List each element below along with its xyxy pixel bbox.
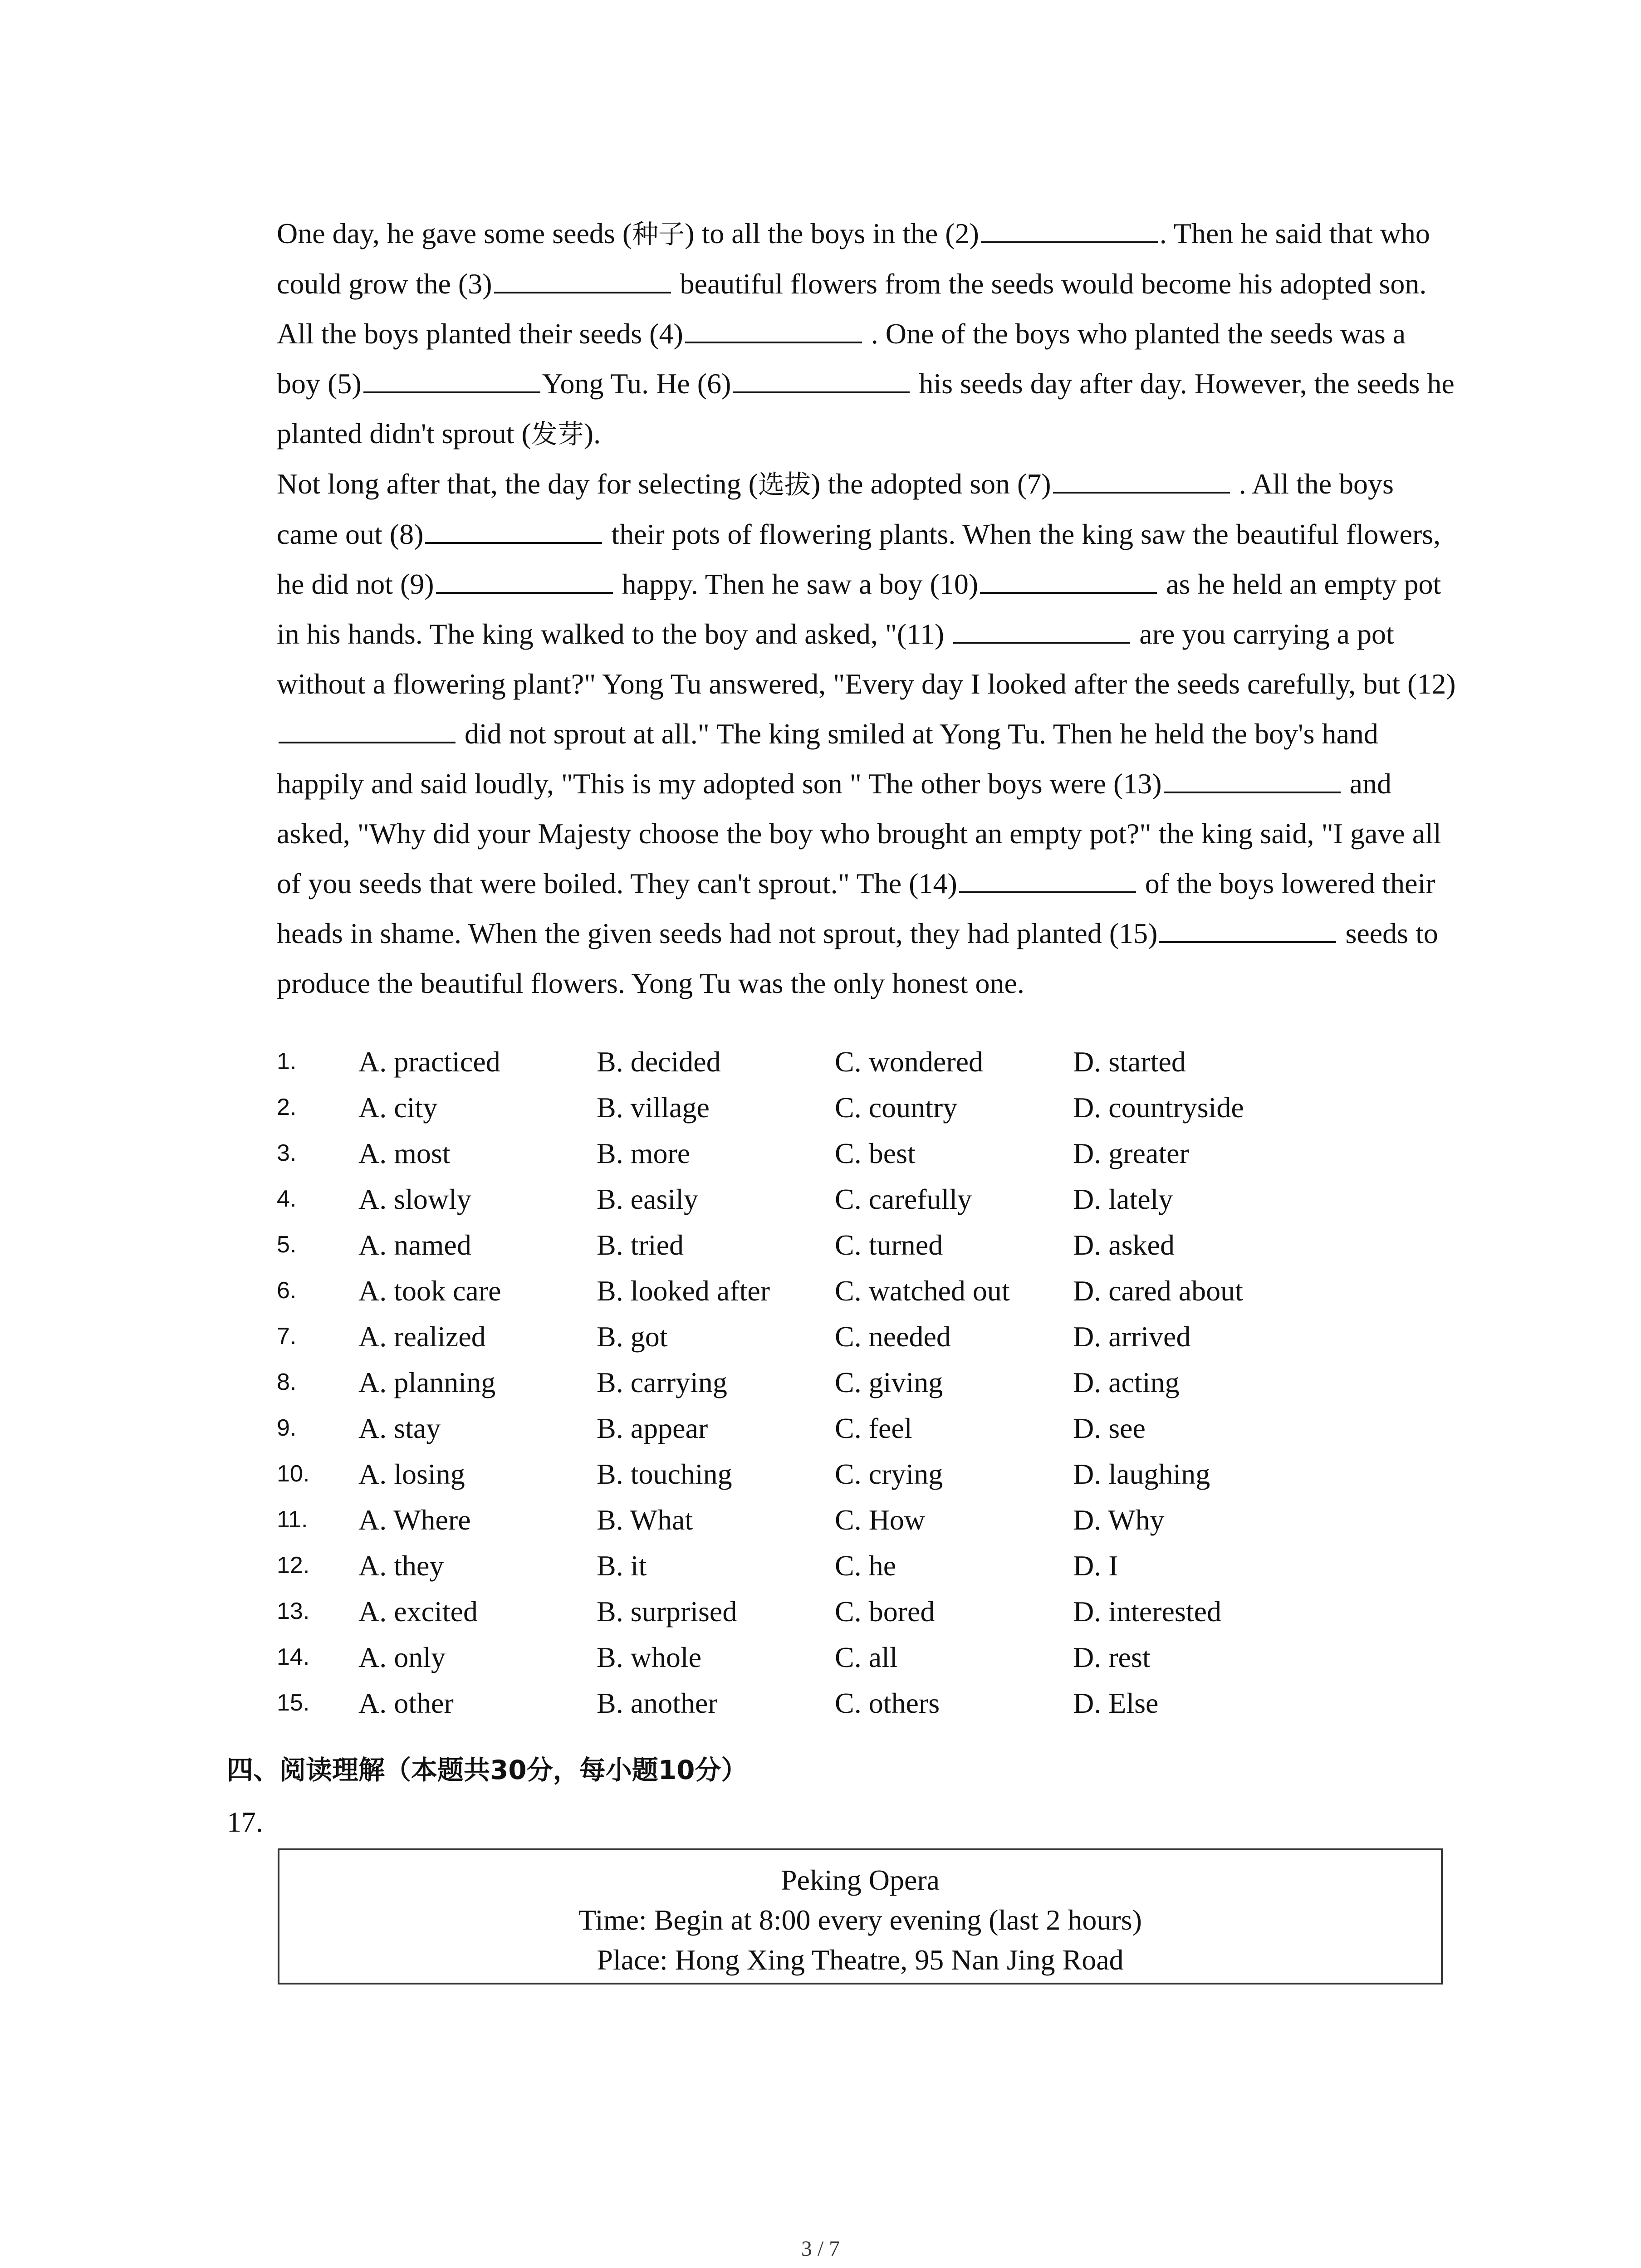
passage-text: ) to all the boys in the (2): [685, 217, 979, 249]
option-b: B. decided: [597, 1046, 721, 1078]
question-number: 7.: [277, 1323, 297, 1349]
answer-blank-10: [980, 565, 1157, 594]
option-b: B. whole: [597, 1641, 702, 1673]
passage-text: did not sprout at all." The king smiled at Yong Tu. Then he held the boy's hand happily and said loudly, "This is my adopted son " The other boys were (13): [277, 718, 1378, 800]
option-a: A. realized: [358, 1320, 486, 1353]
option-a: A. excited: [358, 1595, 478, 1628]
option-c: C. feel: [835, 1412, 912, 1444]
passage-text: . All the boys came out (8): [277, 468, 1394, 550]
question-number: 11.: [277, 1506, 308, 1533]
option-a: A. most: [358, 1137, 451, 1169]
passage-text: Not long after that, the day for selecting (: [277, 468, 758, 500]
question-number: 8.: [277, 1369, 297, 1395]
option-b: B. surprised: [597, 1595, 737, 1628]
option-b: B. looked after: [597, 1275, 770, 1307]
notice-time: Time: Begin at 8:00 every evening (last 2 hours): [578, 1904, 1142, 1936]
answer-blank-5: [363, 364, 540, 393]
option-a: A. practiced: [358, 1046, 500, 1078]
option-b: B. touching: [597, 1458, 732, 1490]
passage-paragraph-2: [277, 459, 1456, 1008]
option-a: A. stay: [358, 1412, 441, 1444]
option-a: A. other: [358, 1687, 454, 1719]
option-row: [277, 1268, 1456, 1314]
option-d: D. laughing: [1073, 1458, 1210, 1490]
option-a: A. losing: [358, 1458, 465, 1490]
question-number: 13.: [277, 1598, 310, 1624]
option-row: [277, 1405, 1456, 1451]
option-c: C. all: [835, 1641, 898, 1673]
option-row: [277, 1130, 1456, 1176]
question-number: 9.: [277, 1415, 297, 1441]
option-d: D. arrived: [1073, 1320, 1191, 1353]
notice-title: Peking Opera: [780, 1864, 940, 1896]
question-number: 14.: [277, 1644, 310, 1670]
passage-text: . One of the boys who planted the seeds was a boy (5): [277, 318, 1406, 400]
option-d: D. greater: [1073, 1137, 1189, 1169]
answer-blank-3: [494, 264, 671, 293]
chinese-gloss: 种子: [632, 219, 685, 249]
option-row: [277, 1039, 1456, 1085]
option-d: D. rest: [1073, 1641, 1151, 1673]
option-row: [277, 1543, 1456, 1589]
option-a: A. took care: [358, 1275, 501, 1307]
option-c: C. needed: [835, 1320, 951, 1353]
answer-blank-6: [733, 364, 910, 393]
option-b: B. appear: [597, 1412, 708, 1444]
passage-text: beautiful flowers from the seeds would become his adopted son. All the boys planted their seeds (4): [277, 268, 1427, 350]
notice-place: Place: Hong Xing Theatre, 95 Nan Jing Road: [597, 1944, 1124, 1976]
option-d: D. started: [1073, 1046, 1186, 1078]
option-b: B. What: [597, 1504, 693, 1536]
answer-blank-13: [1164, 764, 1341, 793]
option-row: [277, 1451, 1456, 1497]
answer-blank-8: [425, 515, 602, 544]
option-c: C. watched out: [835, 1275, 1010, 1307]
answer-blank-15: [1159, 914, 1336, 943]
option-d: D. Why: [1073, 1504, 1165, 1536]
option-c: C. country: [835, 1091, 958, 1124]
question-number: 12.: [277, 1552, 310, 1579]
question-number: 3.: [277, 1140, 297, 1166]
answer-blank-12: [279, 714, 456, 743]
chinese-gloss: 发芽: [531, 419, 584, 450]
option-b: B. got: [597, 1320, 668, 1353]
option-c: C. giving: [835, 1366, 943, 1398]
option-row: [277, 1680, 1456, 1726]
passage-text: Yong Tu. He (6): [542, 367, 731, 400]
passage-text: are you carrying a pot without a flowering plant?" Yong Tu answered, "Every day I looked after the seeds carefully, but (12): [277, 618, 1456, 700]
option-d: D. see: [1073, 1412, 1146, 1444]
passage-text: as he held an empty pot in his hands. The king walked to the boy and asked, "(11): [277, 568, 1441, 650]
question-number: 1.: [277, 1048, 297, 1075]
question-number: 5.: [277, 1232, 297, 1258]
opera-notice-box: [278, 1848, 1443, 1984]
option-d: D. countryside: [1073, 1091, 1244, 1124]
option-a: A. city: [358, 1091, 438, 1124]
cloze-passage: [277, 209, 1456, 1008]
option-b: B. it: [597, 1549, 647, 1582]
option-d: D. I: [1073, 1549, 1118, 1582]
option-a: A. only: [358, 1641, 446, 1673]
option-a: A. they: [358, 1549, 444, 1582]
option-a: A. slowly: [358, 1183, 471, 1215]
question-number: 6.: [277, 1277, 297, 1304]
option-c: C. How: [835, 1504, 926, 1536]
answer-blank-2: [981, 214, 1158, 243]
option-row: [277, 1359, 1456, 1405]
passage-text: his seeds day after day. However, the seeds he planted didn't sprout (: [277, 367, 1455, 450]
option-c: C. bored: [835, 1595, 935, 1628]
passage-paragraph-1: [277, 209, 1456, 459]
answer-blank-9: [436, 565, 613, 594]
option-row: [277, 1634, 1456, 1680]
section-heading: 四、阅读理解（本题共30分，每小题10分）: [227, 1755, 748, 1785]
option-d: D. lately: [1073, 1183, 1173, 1215]
question-number: 2.: [277, 1094, 297, 1120]
option-b: B. more: [597, 1137, 691, 1169]
option-b: B. easily: [597, 1183, 698, 1215]
passage-text: their pots of flowering plants. When the king saw the beautiful flowers, he did not (9): [277, 518, 1441, 600]
answer-blank-7: [1053, 464, 1230, 494]
passage-text: ).: [583, 417, 601, 450]
option-row: [277, 1222, 1456, 1268]
option-d: D. acting: [1073, 1366, 1180, 1398]
option-b: B. tried: [597, 1229, 684, 1261]
option-c: C. best: [835, 1137, 916, 1169]
passage-text: of the boys lowered their heads in shame. When the given seeds had not sprout, they had planted (15): [277, 867, 1435, 949]
question-number-17: 17.: [227, 1806, 263, 1838]
answer-options-list: [277, 1039, 1456, 1726]
option-c: C. carefully: [835, 1183, 972, 1215]
chinese-gloss: 选拔: [758, 469, 811, 500]
option-b: B. village: [597, 1091, 710, 1124]
page-number: 3 / 7: [801, 2237, 840, 2261]
option-row: [277, 1085, 1456, 1130]
passage-text: and asked, "Why did your Majesty choose the boy who brought an empty pot?" the king said, "I gave all of you seeds that were boiled. They can't sprout." The (14): [277, 767, 1441, 899]
option-c: C. turned: [835, 1229, 943, 1261]
option-c: C. crying: [835, 1458, 943, 1490]
question-number: 15.: [277, 1690, 310, 1716]
option-b: B. carrying: [597, 1366, 727, 1398]
passage-text: . Then he said that who could grow the (3): [277, 217, 1430, 300]
option-b: B. another: [597, 1687, 718, 1719]
passage-text: happy. Then he saw a boy (10): [614, 568, 979, 600]
option-row: [277, 1497, 1456, 1543]
option-row: [277, 1589, 1456, 1634]
option-d: D. Else: [1073, 1687, 1159, 1719]
option-a: A. planning: [358, 1366, 496, 1398]
option-d: D. interested: [1073, 1595, 1221, 1628]
answer-blank-4: [685, 314, 862, 343]
passage-text: seeds to produce the beautiful flowers. Yong Tu was the only honest one.: [277, 917, 1438, 999]
option-d: D. cared about: [1073, 1275, 1243, 1307]
question-number: 10.: [277, 1461, 310, 1487]
option-c: C. others: [835, 1687, 940, 1719]
passage-text: One day, he gave some seeds (: [277, 217, 632, 249]
option-a: A. Where: [358, 1504, 471, 1536]
passage-text: ) the adopted son (7): [810, 468, 1051, 500]
option-c: C. he: [835, 1549, 896, 1582]
option-row: [277, 1314, 1456, 1359]
option-c: C. wondered: [835, 1046, 984, 1078]
question-number: 4.: [277, 1186, 297, 1212]
option-row: [277, 1176, 1456, 1222]
option-a: A. named: [358, 1229, 471, 1261]
answer-blank-14: [959, 864, 1136, 893]
option-d: D. asked: [1073, 1229, 1175, 1261]
answer-blank-11: [953, 615, 1130, 644]
